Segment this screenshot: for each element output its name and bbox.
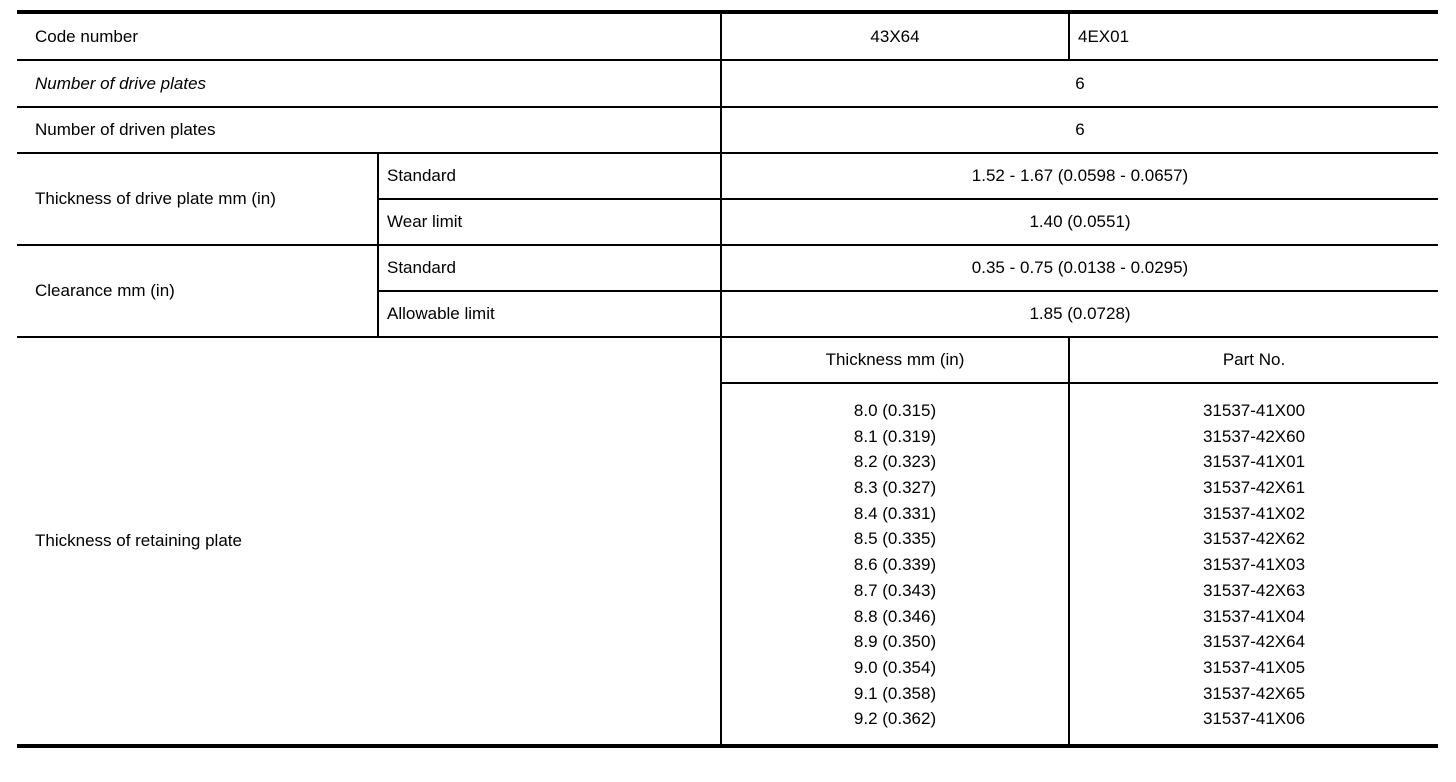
part-number-item: 31537-41X01 (1202, 452, 1306, 472)
part-number-list (1069, 383, 1438, 746)
clearance-allowable-value: 1.85 (0.0728) (721, 291, 1438, 337)
thickness-item: 8.3 (0.327) (853, 478, 937, 498)
code-number-label: Code number (17, 12, 721, 60)
part-number-column-header: Part No. (1069, 337, 1438, 383)
drive-plate-thickness-label: Thickness of drive plate mm (in) (17, 153, 378, 245)
part-number-item: 31537-42X65 (1202, 683, 1306, 703)
thickness-list (721, 383, 1069, 746)
thickness-item: 9.0 (0.354) (853, 657, 937, 677)
row-clearance-standard (17, 245, 1438, 291)
clearance-label: Clearance mm (in) (17, 245, 378, 337)
drive-plates-label: Number of drive plates (17, 60, 721, 107)
clearance-standard-value: 0.35 - 0.75 (0.0138 - 0.0295) (721, 245, 1438, 291)
spec-table-container (17, 10, 1438, 748)
part-number-item: 31537-42X62 (1202, 529, 1306, 549)
part-number-item: 31537-41X05 (1202, 657, 1306, 677)
retaining-plate-label: Thickness of retaining plate (17, 337, 721, 746)
part-number-item: 31537-42X61 (1202, 478, 1306, 498)
row-code-number (17, 12, 1438, 60)
drive-plates-value: 6 (721, 60, 1438, 107)
drive-plate-wear-value: 1.40 (0.0551) (721, 199, 1438, 245)
thickness-item: 8.9 (0.350) (853, 632, 937, 652)
thickness-item: 8.4 (0.331) (853, 503, 937, 523)
thickness-item: 9.1 (0.358) (853, 683, 937, 703)
part-number-item: 31537-42X60 (1202, 426, 1306, 446)
driven-plates-label: Number of driven plates (17, 107, 721, 153)
drive-plate-standard-label: Standard (378, 153, 721, 199)
row-retaining-header (17, 337, 1438, 383)
code-number-value-2: 4EX01 (1069, 12, 1438, 60)
part-number-item: 31537-41X04 (1202, 606, 1306, 626)
thickness-item: 9.2 (0.362) (853, 709, 937, 729)
row-drive-plate-standard (17, 153, 1438, 199)
thickness-column-header: Thickness mm (in) (721, 337, 1069, 383)
driven-plates-value: 6 (721, 107, 1438, 153)
thickness-item: 8.5 (0.335) (853, 529, 937, 549)
thickness-item: 8.0 (0.315) (853, 401, 937, 420)
thickness-item: 8.1 (0.319) (853, 426, 937, 446)
part-number-item: 31537-41X06 (1202, 709, 1306, 729)
clearance-allowable-label: Allowable limit (378, 291, 721, 337)
row-driven-plates (17, 107, 1438, 153)
thickness-item: 8.8 (0.346) (853, 606, 937, 626)
thickness-item: 8.2 (0.323) (853, 452, 937, 472)
thickness-item: 8.6 (0.339) (853, 555, 937, 575)
thickness-item: 8.7 (0.343) (853, 580, 937, 600)
code-number-value-1: 43X64 (721, 12, 1069, 60)
drive-plate-wear-label: Wear limit (378, 199, 721, 245)
spec-table (17, 10, 1438, 748)
drive-plate-standard-value: 1.52 - 1.67 (0.0598 - 0.0657) (721, 153, 1438, 199)
part-number-item: 31537-42X63 (1202, 580, 1306, 600)
clearance-standard-label: Standard (378, 245, 721, 291)
part-number-item: 31537-42X64 (1202, 632, 1306, 652)
part-number-item: 31537-41X02 (1202, 503, 1306, 523)
row-drive-plates (17, 60, 1438, 107)
part-number-item: 31537-41X03 (1202, 555, 1306, 575)
part-number-item: 31537-41X00 (1202, 401, 1306, 420)
